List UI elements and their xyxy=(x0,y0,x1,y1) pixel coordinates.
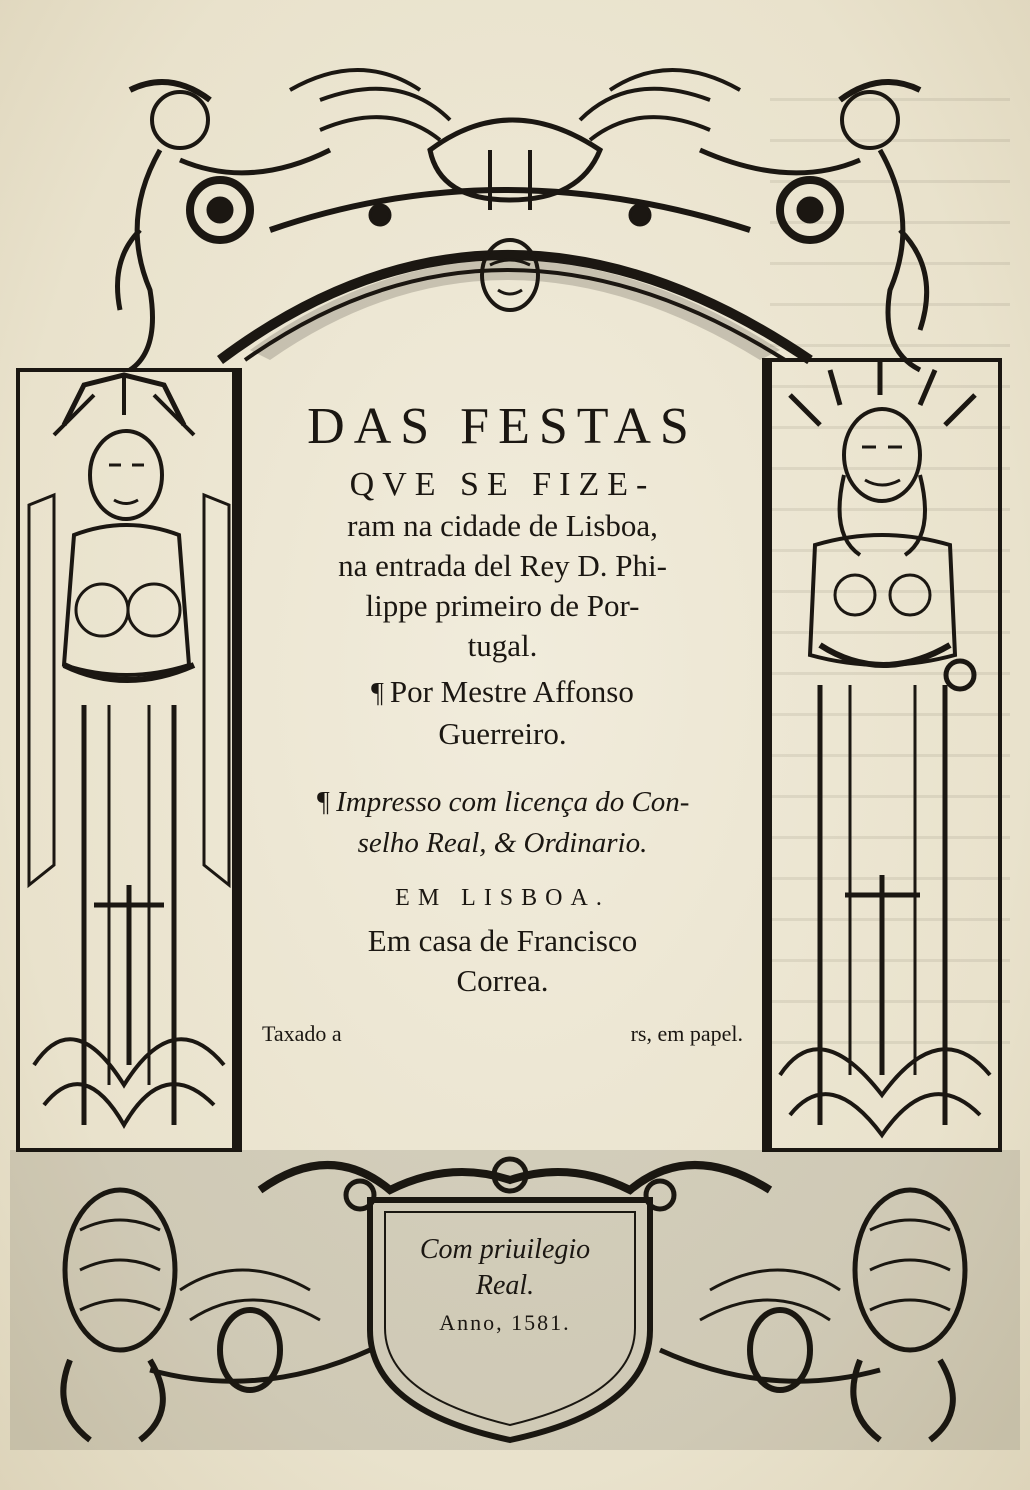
imprint-place: EM LISBOA. xyxy=(395,885,610,911)
price-line xyxy=(262,1019,743,1049)
license-line-1 xyxy=(250,782,755,823)
pilcrow-mark: ¶ xyxy=(315,787,331,818)
title-body-line-1: ram na cidade de Lisboa, xyxy=(347,508,658,543)
left-caryatid-pillar xyxy=(14,365,244,1155)
pilcrow-mark: ¶ xyxy=(371,678,384,709)
privilege-line-1: Com priuilegio xyxy=(419,1234,591,1265)
title-line-2: QVE SE FIZE- xyxy=(349,466,656,503)
title-body-line-4: tugal. xyxy=(467,628,538,663)
price-right: rs, em papel. xyxy=(630,1021,743,1046)
license-text: Impresso com licença do Con- xyxy=(336,786,690,818)
author-line-1 xyxy=(250,672,755,714)
price-left: Taxado a xyxy=(262,1021,342,1046)
title-body-line-3: lippe primeiro de Por- xyxy=(365,588,640,623)
top-woodcut-border xyxy=(20,30,1010,375)
publication-year: Anno, 1581. xyxy=(439,1310,571,1335)
shield-cartouche-text xyxy=(390,1232,620,1336)
privilege-line-2: Real. xyxy=(475,1270,535,1301)
license-line-2: selho Real, & Ordinario. xyxy=(357,827,648,859)
title-block xyxy=(250,392,755,1152)
title-body-line-2: na entrada del Rey D. Phi- xyxy=(338,548,667,583)
author-line-2: Guerreiro. xyxy=(438,716,567,751)
right-caryatid-pillar xyxy=(760,355,1006,1155)
book-title: DAS FESTAS xyxy=(307,398,698,455)
printer-line-2: Correa. xyxy=(456,963,549,998)
author-name: Por Mestre Affonso xyxy=(389,674,634,709)
printer-line-1: Em casa de Francisco xyxy=(367,923,638,958)
